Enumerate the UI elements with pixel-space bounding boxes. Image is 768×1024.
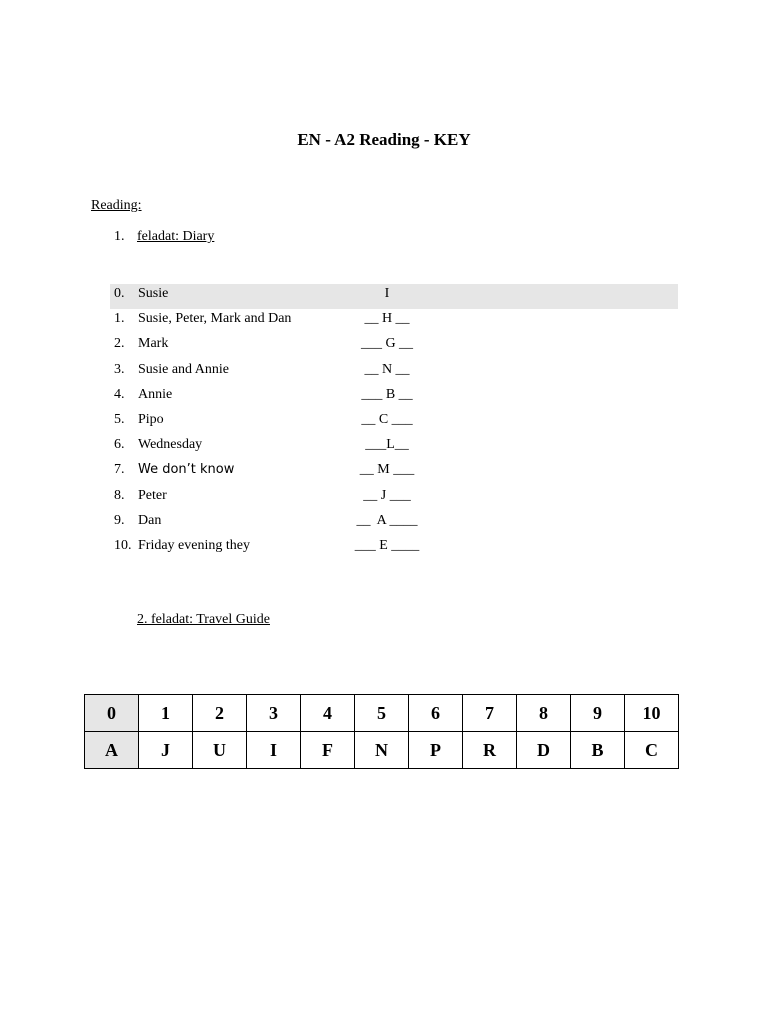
key-letter-cell: C [625,732,679,769]
key-table-number-row [85,695,679,732]
task1-label: feladat: Diary [137,229,215,244]
diary-row [110,435,678,460]
row-number: 7. [114,462,125,478]
key-number-cell: 8 [517,695,571,732]
page-title: EN - A2 Reading - KEY [297,130,471,149]
key-number-cell: 9 [571,695,625,732]
key-letter-cell: D [517,732,571,769]
row-label: Mark [138,336,169,352]
key-letter-cell: R [463,732,517,769]
diary-row-example [110,284,678,309]
key-number-cell: 3 [247,695,301,732]
row-number: 5. [114,411,125,427]
diary-row [110,360,678,385]
key-letter-cell: B [571,732,625,769]
row-answer: ___ E ____ [354,537,420,553]
diary-row [110,486,678,511]
row-number: 3. [114,361,125,377]
diary-row [110,460,678,485]
row-number: 2. [114,336,125,352]
key-letter-cell: A [85,732,139,769]
row-label: Annie [138,386,173,402]
row-label: Susie, Peter, Mark and Dan [138,311,292,327]
row-label: Dan [138,512,162,528]
row-answer: ___ B __ [361,386,413,402]
key-letter-cell: F [301,732,355,769]
key-number-cell: 5 [355,695,409,732]
diary-row [110,309,678,334]
diary-row [110,385,678,410]
row-label: Wednesday [138,437,203,453]
key-number-cell: 10 [625,695,679,732]
key-letter-cell: P [409,732,463,769]
row-answer: ___ G __ [360,336,414,352]
task1-heading [114,229,214,245]
diary-row [110,511,678,536]
diary-row [110,410,678,435]
key-letter-cell: J [139,732,193,769]
row-answer: __ M ___ [359,462,415,478]
row-label: Pipo [138,411,164,427]
diary-row [110,334,678,359]
row-label: Friday evening they [138,537,250,553]
key-letter-cell: U [193,732,247,769]
task1-number: 1. [114,229,125,244]
key-letter-cell: I [247,732,301,769]
key-number-cell: 2 [193,695,247,732]
row-answer: __ A ____ [356,512,418,528]
row-number: 6. [114,437,125,453]
key-table-letter-row [85,732,679,769]
diary-row [110,536,678,561]
key-number-cell: 0 [85,695,139,732]
row-number: 9. [114,512,125,528]
key-number-cell: 7 [463,695,517,732]
row-answer: __ H __ [364,311,410,327]
key-number-cell: 4 [301,695,355,732]
task2-heading: 2. feladat: Travel Guide [137,612,270,627]
row-label: Susie [138,286,169,301]
key-letter-cell: N [355,732,409,769]
row-label: We don’t know [138,462,235,478]
row-answer: ___L__ [365,437,409,453]
row-answer: __ J ___ [363,487,411,503]
row-label: Susie and Annie [138,361,229,377]
travel-guide-key-table [84,694,679,769]
row-number: 1. [114,311,125,327]
row-answer: __ C ___ [361,411,413,427]
row-number: 0. [114,286,125,301]
row-answer: __ N __ [364,361,410,377]
row-number: 8. [114,487,125,503]
row-label: Peter [138,487,167,503]
row-number: 4. [114,386,125,402]
key-number-cell: 6 [409,695,463,732]
diary-answer-list [110,284,678,561]
row-answer: I [384,286,390,301]
key-number-cell: 1 [139,695,193,732]
row-number: 10. [114,537,132,553]
section-heading-reading: Reading: [91,198,142,213]
